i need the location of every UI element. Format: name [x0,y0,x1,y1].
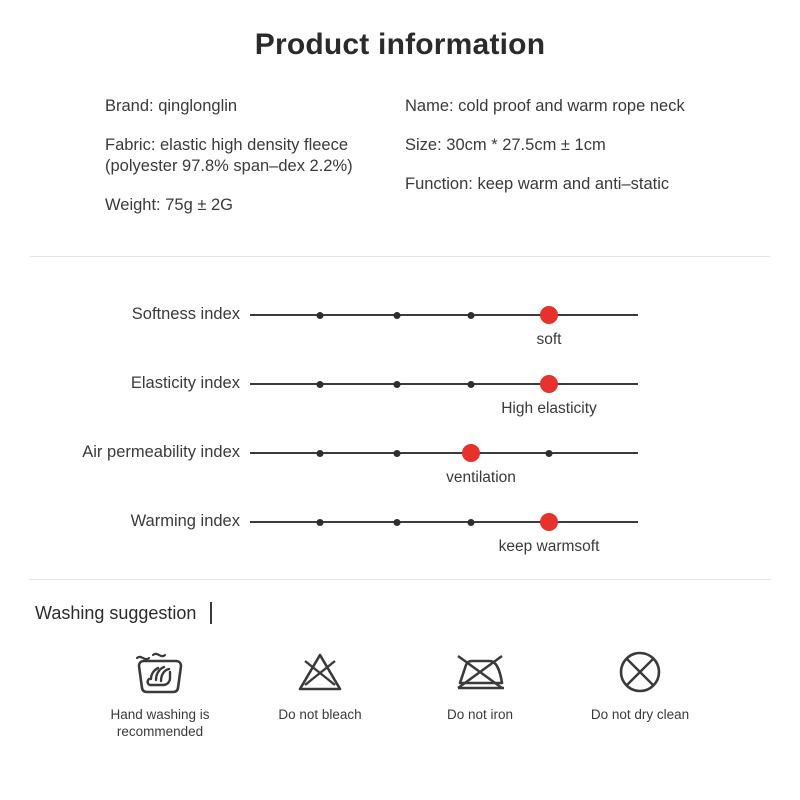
index-track-air-permeability [250,452,638,454]
spec-size: Size: 30cm * 27.5cm ± 1cm [405,136,606,154]
index-marker-warming [540,513,558,531]
index-label-softness: Softness index [131,305,240,323]
index-marker-elasticity [540,375,558,393]
care-item-hand-wash [80,646,240,740]
washing-title-accent [210,602,212,624]
spec-fabric: Fabric: elastic high density fleece (polyester 97.8% span–dex 2.2%) [105,136,353,175]
spec-weight: Weight: 75g ± 2G [105,196,233,214]
care-label-do-not-dry-clean: Do not dry clean [590,707,690,722]
index-label-elasticity: Elasticity index [130,374,240,392]
spec-function: Function: keep warm and anti–static [405,175,670,193]
index-track-softness [250,314,638,316]
do-not-iron-icon [400,646,560,698]
index-caption-elasticity: High elasticity [501,400,597,417]
index-caption-softness: soft [536,331,562,348]
index-track-elasticity [250,383,638,385]
index-caption-warming: keep warmsoft [498,538,600,555]
care-label-do-not-bleach: Do not bleach [278,707,362,722]
index-row [0,352,800,421]
index-caption-air-permeability: ventilation [446,469,516,486]
do-not-dry-clean-icon [560,646,720,698]
spec-section [0,68,800,234]
hand-wash-icon [80,646,240,698]
spec-name: Name: cold proof and warm rope neck [405,97,685,115]
index-row [0,283,800,352]
care-item-do-not-dry-clean [560,646,720,740]
washing-title: Washing suggestion [35,602,197,623]
index-row [0,490,800,559]
index-track-warming [250,521,638,523]
do-not-bleach-icon [240,646,400,698]
index-chart [0,257,800,559]
spec-column-left [105,96,400,234]
spec-column-right [400,96,695,234]
spec-brand: Brand: qinglonglin [105,97,238,115]
care-label-hand-wash: Hand washing is recommended [110,707,210,739]
care-item-do-not-iron [400,646,560,740]
index-row [0,421,800,490]
index-label-warming: Warming index [130,512,240,530]
index-label-air-permeability: Air permeability index [82,443,240,461]
index-marker-air-permeability [462,444,480,462]
care-item-do-not-bleach [240,646,400,740]
index-marker-softness [540,306,558,324]
page-title: Product information [254,28,546,61]
washing-header [0,580,800,624]
care-symbol-list [0,624,800,740]
care-label-do-not-iron: Do not iron [446,707,514,722]
